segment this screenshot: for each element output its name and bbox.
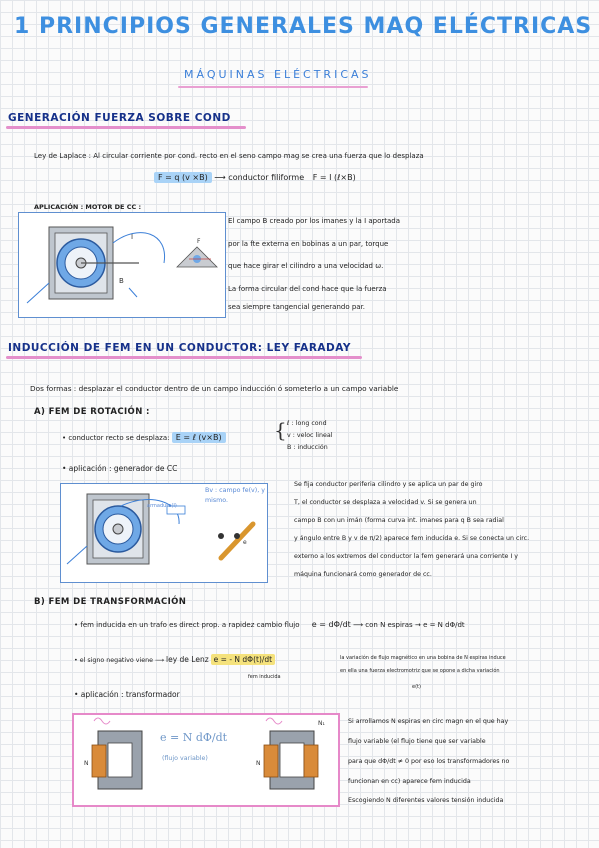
trafo-desc-line: para que dΦ/dt ≠ 0 por eso los transformadores no bbox=[348, 758, 510, 765]
svg-text:N: N bbox=[84, 760, 89, 767]
trafo-desc-line: flujo variable (el flujo tiene que ser variable bbox=[348, 738, 486, 745]
brace-item: ℓ : long cond bbox=[287, 420, 327, 427]
force-formula: F = q (v ×B) bbox=[154, 172, 212, 183]
svg-text:F: F bbox=[197, 238, 201, 245]
gen-desc-line: campo B con un imán (forma curva int. imanes para q B sea radial bbox=[294, 517, 504, 524]
aplicacion-motor-label: APLICACIÓN : MOTOR DE CC : bbox=[34, 203, 142, 211]
conductor-filiforme-text: conductor filiforme bbox=[228, 173, 305, 182]
lenz-fem-line: en ella una fuerza electromotriz que se opone a dicha variación bbox=[340, 668, 500, 674]
brace-symbol: { bbox=[274, 418, 287, 442]
trafo-desc-line: Escogiendo N diferentes valores tensión inducida bbox=[348, 797, 504, 804]
ley-laplace-text: Ley de Laplace : Al circular corriente por cond. recto en el seno campo mag se crea una fuerza que lo desplaza bbox=[34, 152, 424, 160]
svg-text:I: I bbox=[131, 233, 134, 241]
brace-item: B : inducción bbox=[287, 444, 328, 451]
motor-cc-figure bbox=[18, 212, 226, 318]
section1-underline bbox=[6, 126, 246, 129]
section2-heading: INDUCCIÓN DE FEM EN UN CONDUCTOR: LEY FARADAY bbox=[8, 342, 351, 354]
force-formula-2: F = I (ℓ×B) bbox=[312, 173, 356, 182]
gen-desc-line: externo a los extremos del conductor la fem generará una corriente I y bbox=[294, 553, 518, 560]
svg-text:B: B bbox=[119, 277, 124, 285]
motor-desc-line: El campo B creado por los imanes y la I aportada bbox=[228, 217, 401, 225]
arrow-icon: → bbox=[414, 621, 421, 629]
section2-underline bbox=[6, 356, 362, 359]
fem-rotacion-heading: A) FEM DE ROTACIÓN : bbox=[34, 407, 150, 417]
transformador-formula: e = N dΦ/dt bbox=[160, 731, 228, 744]
fem-trafo-text: • fem inducida en un trafo es direct prop. a rapidez cambio flujo bbox=[74, 621, 300, 629]
fem-trafo-formula: e = dΦ/dt bbox=[311, 620, 351, 629]
lenz-variacion-text: la variación de flujo magnético en una bobina de N espiras induce bbox=[340, 655, 506, 661]
gen-desc-line: Se fija conductor periferia cilindro y se aplica un par de giro bbox=[294, 481, 483, 488]
fem-transformacion-heading: B) FEM DE TRANSFORMACIÓN bbox=[34, 597, 187, 607]
generador-fig-label-2: mismo. bbox=[205, 497, 229, 504]
aplicacion-generador-text: • aplicación : generador de CC bbox=[62, 464, 178, 473]
motor-drawing bbox=[19, 213, 225, 317]
generador-fig-label: Bv : campo fe(v), y bbox=[205, 487, 265, 494]
signo-negativo-text: • el signo negativo viene bbox=[74, 657, 153, 664]
brace-item: v : veloc lineal bbox=[287, 432, 333, 439]
force-formula-row bbox=[154, 173, 356, 182]
lenz-fem-text bbox=[340, 668, 500, 674]
aplicacion-transformador-text: • aplicación : transformador bbox=[74, 690, 180, 699]
e-t-label: e(t) bbox=[412, 684, 421, 690]
fem-trafo-formula-n: e = N dΦ/dt bbox=[423, 621, 465, 629]
trafo-desc-line: funcionan en cc) aparece fem inducida bbox=[348, 778, 471, 785]
svg-text:N: N bbox=[256, 760, 261, 767]
arrow-icon: ⟶ bbox=[353, 621, 364, 629]
signo-negativo-row bbox=[74, 655, 275, 664]
generador-cc-figure bbox=[60, 483, 268, 583]
fem-inducida-note: fem inducida bbox=[248, 674, 281, 680]
fem-rotacion-formula: E = ℓ (v×B) bbox=[172, 432, 226, 443]
transformador-figure bbox=[72, 713, 340, 807]
gen-desc-line: y ángulo entre B y v de π/2) aparece fem inducida e. Si se conecta un circ. bbox=[294, 535, 530, 542]
ley-lenz-text: ley de Lenz bbox=[166, 655, 209, 664]
fem-trafo-row bbox=[74, 620, 465, 629]
arrow-icon: ⟶ bbox=[154, 657, 164, 664]
page-subtitle: MÁQUINAS ELÉCTRICAS bbox=[184, 68, 372, 81]
subtitle-underline bbox=[178, 86, 368, 88]
motor-desc-line: sea siempre tangencial generando par. bbox=[228, 303, 366, 311]
motor-desc-line: por la fte externa en bobinas a un par, torque bbox=[228, 240, 389, 248]
gen-desc-line: T, el conductor se desplaza a velocidad v. Si se genera un bbox=[294, 499, 477, 506]
trafo-desc-line: Si arrollamos N espiras en circ magn en el que hay bbox=[348, 718, 509, 725]
gen-desc-line: máquina funcionará como generador de cc. bbox=[294, 571, 432, 578]
generador-fig-inner-label: armadura(I) bbox=[147, 503, 177, 509]
section1-heading: GENERACIÓN FUERZA SOBRE COND bbox=[8, 112, 231, 124]
motor-desc-line: La forma circular del cond hace que la fuerza bbox=[228, 285, 387, 293]
lenz-formula: e = - N dΦ(t)/dt bbox=[211, 654, 275, 665]
dos-formas-text: Dos formas : desplazar el conductor dentro de un campo inducción ó someterlo a un campo variable bbox=[30, 384, 399, 393]
flujo-variable-note: (flujo variable) bbox=[162, 755, 208, 762]
conductor-recto-text: • conductor recto se desplaza: bbox=[62, 434, 170, 442]
n-espiras-text: con N espiras bbox=[365, 621, 413, 629]
conductor-recto-row bbox=[62, 433, 226, 442]
arrow-icon: ⟶ bbox=[214, 173, 226, 182]
generator-drawing bbox=[61, 484, 267, 582]
page-title: 1 PRINCIPIOS GENERALES MAQ ELÉCTRICAS bbox=[14, 14, 593, 39]
motor-desc-line: que hace girar el cilindro a una velocidad ω. bbox=[228, 262, 384, 270]
svg-text:N₁: N₁ bbox=[318, 720, 325, 727]
svg-text:e: e bbox=[243, 539, 247, 546]
